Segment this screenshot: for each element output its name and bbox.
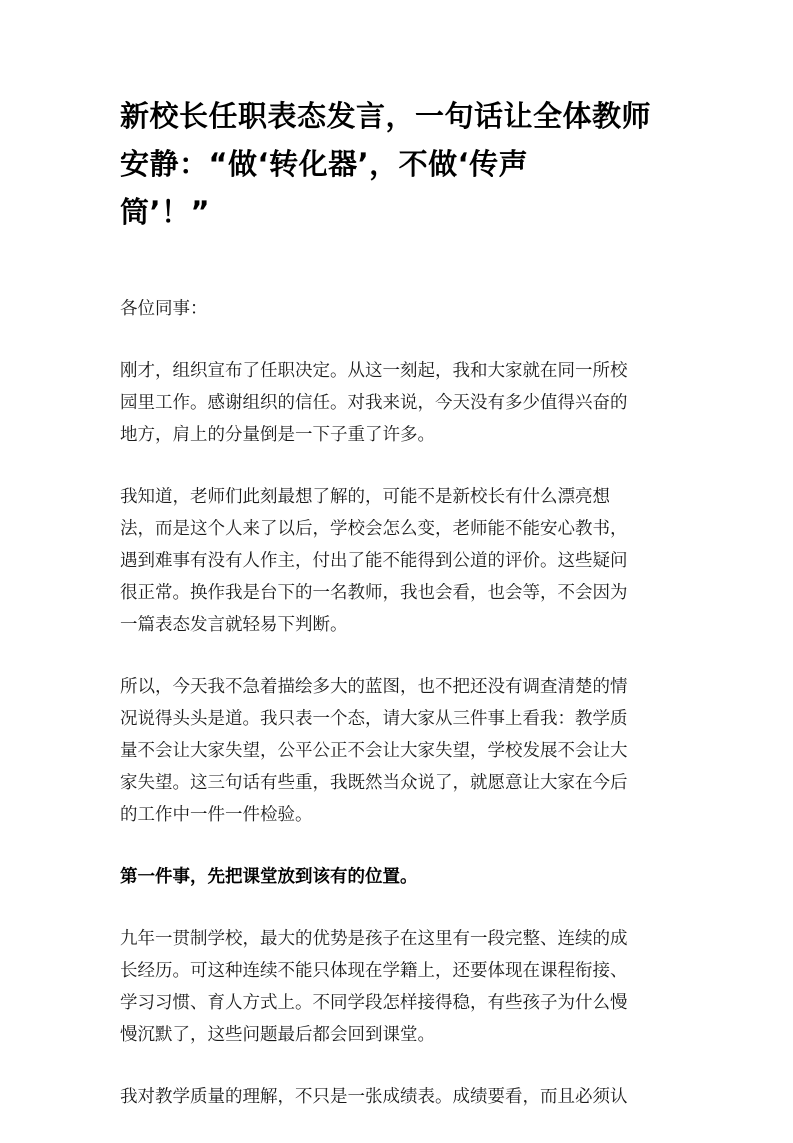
text-line: 九年一贯制学校，最大的优势是孩子在这里有一段完整、连续的成 [120, 929, 628, 949]
paragraph-3 [120, 671, 665, 831]
paragraph-5 [120, 1081, 665, 1113]
text-line: 园里工作。感谢组织的信任。对我来说，今天没有多少值得兴奋的 [120, 393, 628, 413]
text-line: 况说得头头是道。我只表一个态，请大家从三件事上看我：教学质 [120, 709, 628, 729]
text-line: 慢沉默了，这些问题最后都会回到课堂。 [120, 1025, 435, 1045]
text-line: 学习习惯、育人方式上。不同学段怎样接得稳，有些孩子为什么慢 [120, 993, 628, 1013]
text-line: 遇到难事有没有人作主，付出了能不能得到公道的评价。这些疑问 [120, 551, 628, 571]
text-line: 我对教学质量的理解，不只是一张成绩表。成绩要看，而且必须认 [120, 1087, 628, 1107]
text-line: 刚才，组织宣布了任职决定。从这一刻起，我和大家就在同一所校 [120, 361, 628, 381]
text-line: 所以，今天我不急着描绘多大的蓝图，也不把还没有调查清楚的情 [120, 677, 628, 697]
text-line: 法，而是这个人来了以后，学校会怎么变，老师能不能安心教书， [120, 519, 628, 539]
paragraph-2 [120, 481, 665, 641]
document-page [120, 92, 665, 1143]
paragraph-4 [120, 923, 665, 1051]
title-line: 新校长任职表态发言，一句话让全体教师 [120, 99, 652, 133]
text-line: 很正常。换作我是台下的一名教师，我也会看，也会等，不会因为 [120, 583, 628, 603]
document-title [120, 92, 665, 236]
text-line: 长经历。可这种连续不能只体现在学籍上，还要体现在课程衔接、 [120, 961, 628, 981]
text-line: 的工作中一件一件检验。 [120, 805, 313, 825]
title-line: 安静：“做‘转化器’，不做‘传声 [120, 147, 529, 181]
text-line: 量不会让大家失望，公平公正不会让大家失望，学校发展不会让大 [120, 741, 628, 761]
text-line: 地方，肩上的分量倒是一下子重了许多。 [120, 425, 435, 445]
text-line: 我知道，老师们此刻最想了解的，可能不是新校长有什么漂亮想 [120, 487, 610, 507]
salutation: 各位同事： [120, 299, 208, 319]
text-line: 家失望。这三句话有些重，我既然当众说了，就愿意让大家在今后 [120, 773, 628, 793]
paragraph-1 [120, 355, 665, 451]
title-line: 筒’！” [120, 195, 211, 229]
document-body [120, 293, 665, 1113]
text-line: 一篇表态发言就轻易下判断。 [120, 615, 348, 635]
section-heading: 第一件事，先把课堂放到该有的位置。 [120, 867, 418, 887]
